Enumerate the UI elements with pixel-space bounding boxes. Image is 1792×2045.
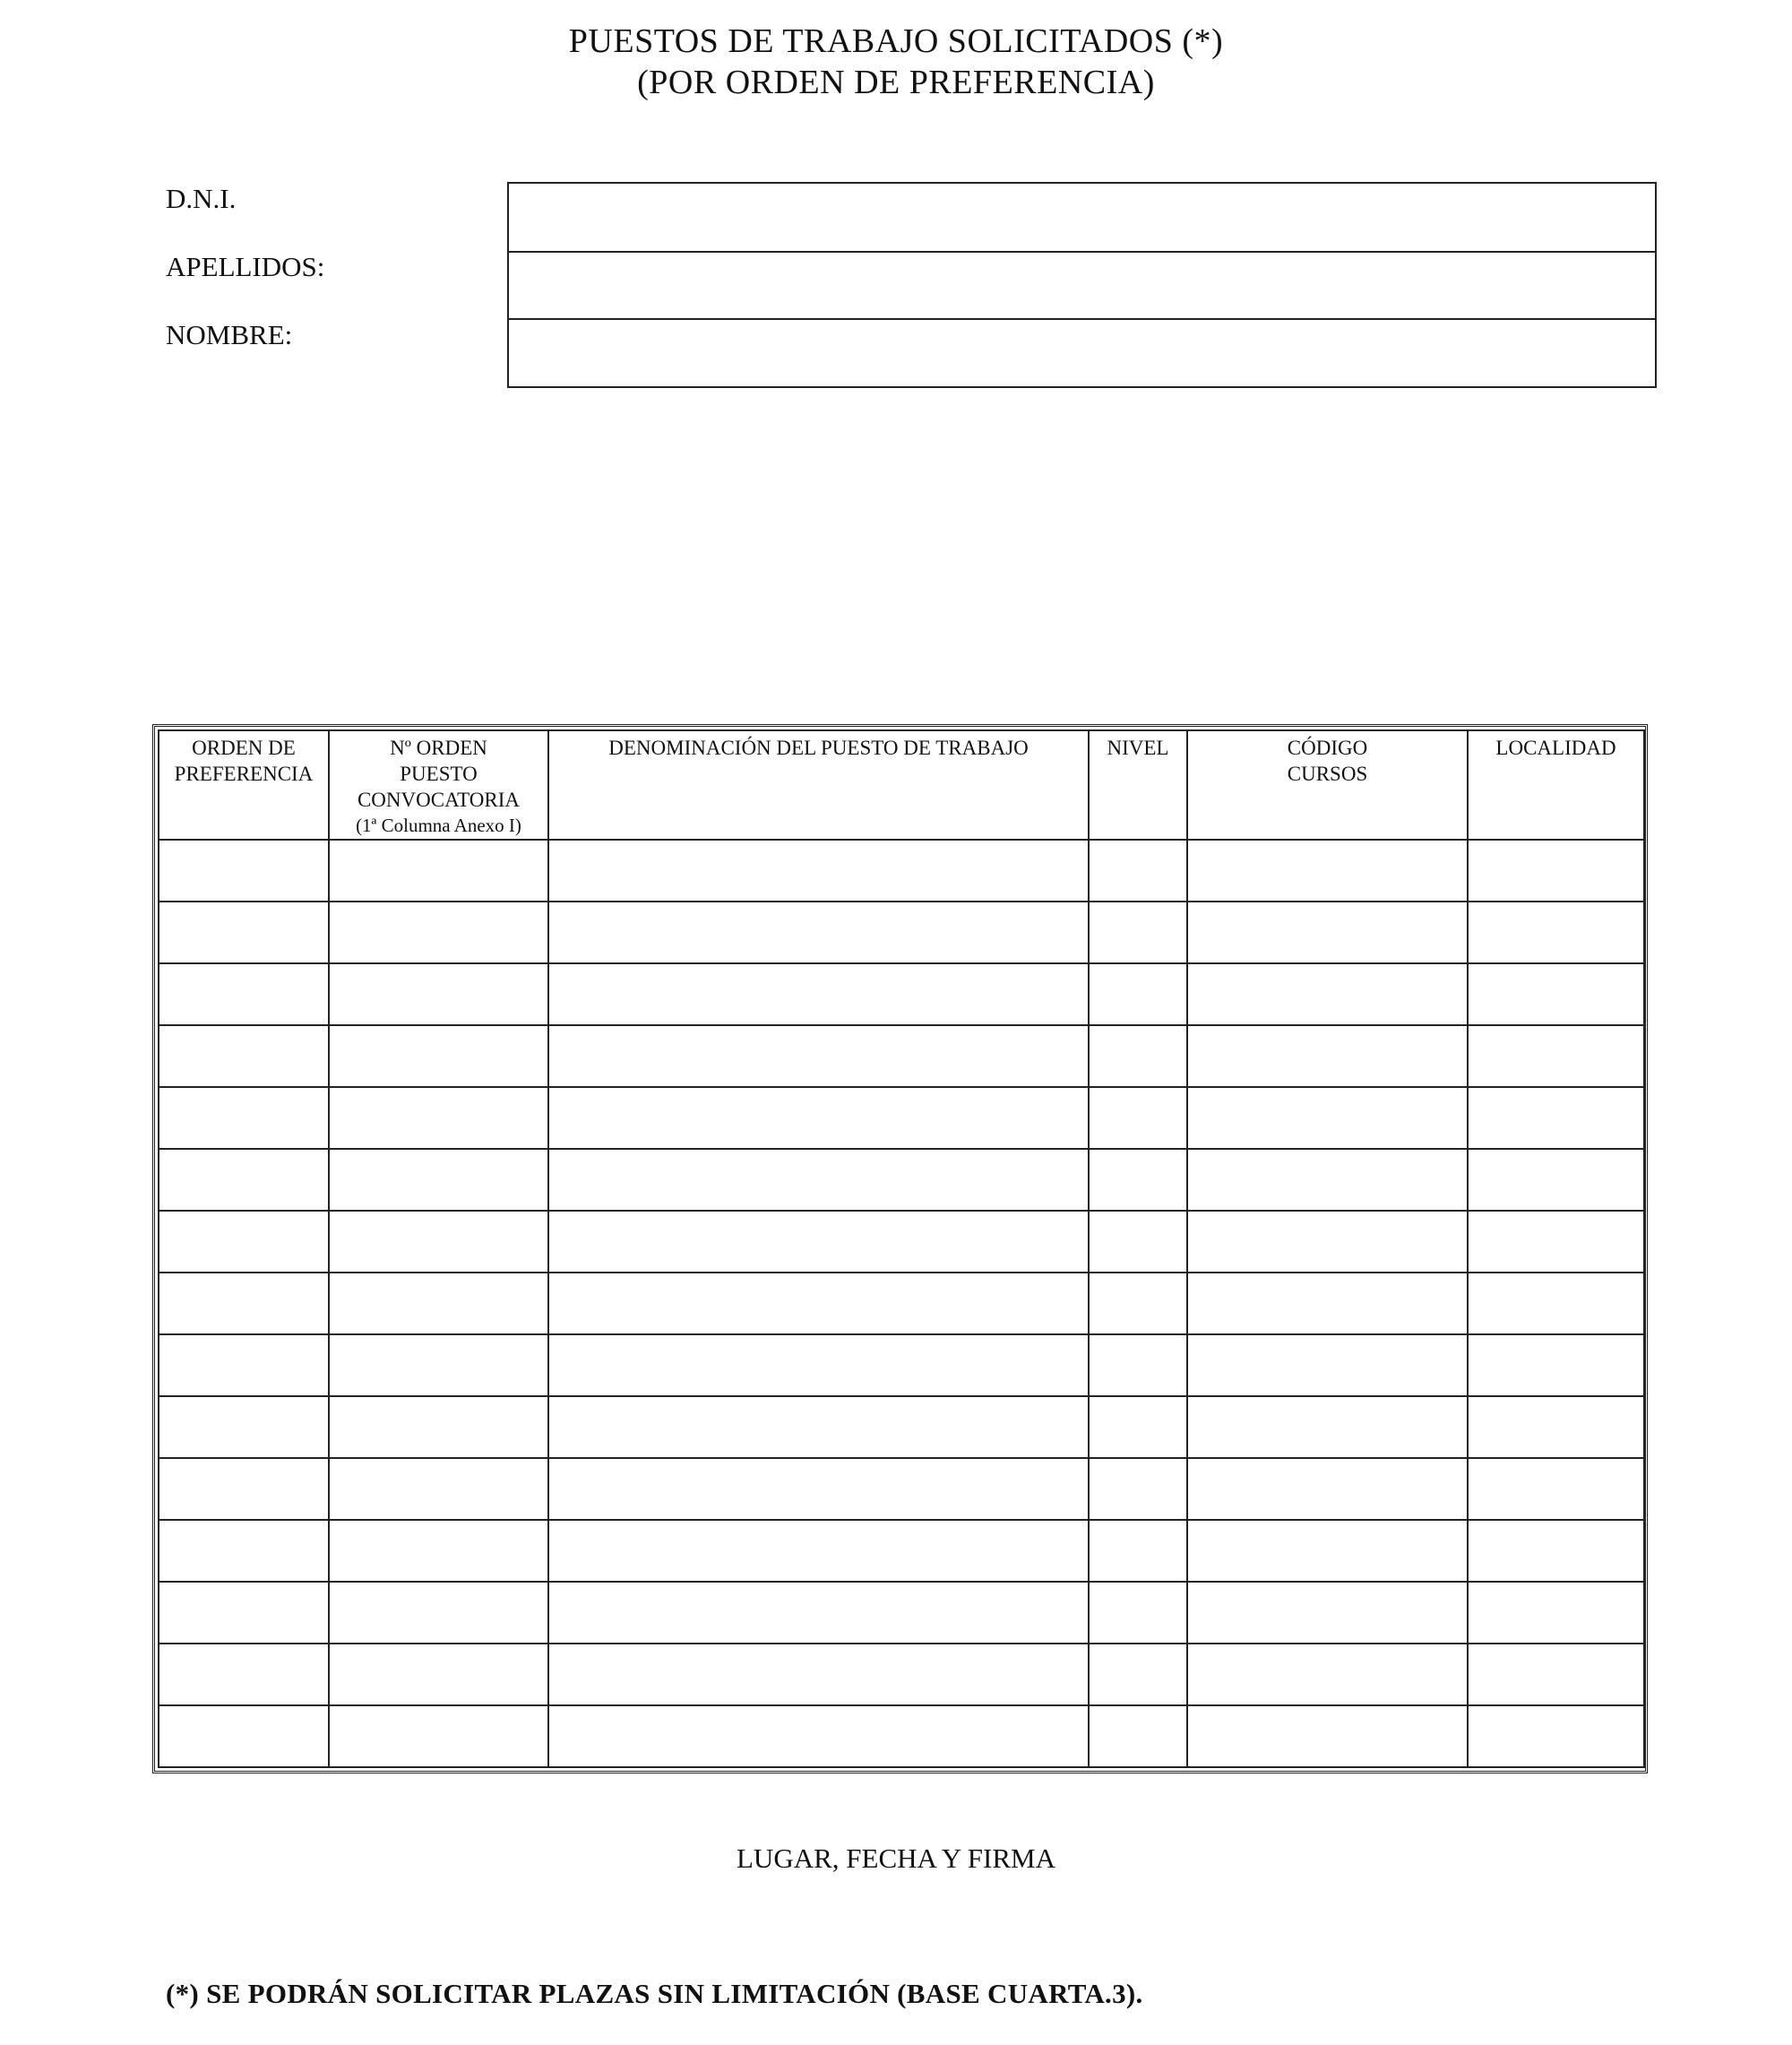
cell-denominacion[interactable]: [548, 1211, 1089, 1273]
table-row: [159, 1520, 1644, 1582]
cell-codigo-cursos[interactable]: [1187, 1025, 1468, 1087]
cell-orden-preferencia[interactable]: [159, 1087, 329, 1149]
dni-field[interactable]: [509, 184, 1655, 251]
cell-numero-orden[interactable]: [329, 1334, 548, 1396]
cell-localidad[interactable]: [1468, 840, 1644, 902]
cell-numero-orden[interactable]: [329, 840, 548, 902]
cell-orden-preferencia[interactable]: [159, 1396, 329, 1458]
cell-nivel[interactable]: [1089, 1644, 1187, 1705]
cell-orden-preferencia[interactable]: [159, 1705, 329, 1767]
cell-orden-preferencia[interactable]: [159, 1149, 329, 1211]
cell-nivel[interactable]: [1089, 840, 1187, 902]
cell-denominacion[interactable]: [548, 840, 1089, 902]
cell-localidad[interactable]: [1468, 1025, 1644, 1087]
header-denominacion: DENOMINACIÓN DEL PUESTO DE TRABAJO: [548, 730, 1089, 840]
cell-codigo-cursos[interactable]: [1187, 1582, 1468, 1644]
table-row: [159, 1149, 1644, 1211]
cell-numero-orden[interactable]: [329, 1582, 548, 1644]
cell-denominacion[interactable]: [548, 1087, 1089, 1149]
table-row: [159, 963, 1644, 1025]
table-header-row: [159, 730, 1644, 840]
cell-localidad[interactable]: [1468, 902, 1644, 963]
cell-denominacion[interactable]: [548, 1705, 1089, 1767]
cell-denominacion[interactable]: [548, 1644, 1089, 1705]
cell-nivel[interactable]: [1089, 1211, 1187, 1273]
table-body: [159, 840, 1644, 1767]
cell-orden-preferencia[interactable]: [159, 1025, 329, 1087]
cell-nivel[interactable]: [1089, 1149, 1187, 1211]
cell-localidad[interactable]: [1468, 1520, 1644, 1582]
table-row: [159, 1644, 1644, 1705]
table-row: [159, 1705, 1644, 1767]
cell-denominacion[interactable]: [548, 1520, 1089, 1582]
cell-localidad[interactable]: [1468, 1582, 1644, 1644]
cell-orden-preferencia[interactable]: [159, 1334, 329, 1396]
cell-numero-orden[interactable]: [329, 902, 548, 963]
cell-nivel[interactable]: [1089, 1087, 1187, 1149]
cell-localidad[interactable]: [1468, 1211, 1644, 1273]
cell-codigo-cursos[interactable]: [1187, 1087, 1468, 1149]
dni-label: D.N.I.: [166, 183, 237, 214]
cell-codigo-cursos[interactable]: [1187, 1705, 1468, 1767]
table-row: [159, 1273, 1644, 1334]
cell-nivel[interactable]: [1089, 1334, 1187, 1396]
cell-denominacion[interactable]: [548, 902, 1089, 963]
cell-numero-orden[interactable]: [329, 1149, 548, 1211]
cell-localidad[interactable]: [1468, 1087, 1644, 1149]
cell-denominacion[interactable]: [548, 1273, 1089, 1334]
cell-codigo-cursos[interactable]: [1187, 963, 1468, 1025]
cell-codigo-cursos[interactable]: [1187, 1396, 1468, 1458]
cell-orden-preferencia[interactable]: [159, 1458, 329, 1520]
cell-localidad[interactable]: [1468, 1396, 1644, 1458]
header-codigo-cursos: CÓDIGO CURSOS: [1187, 730, 1468, 840]
cell-nivel[interactable]: [1089, 1025, 1187, 1087]
signature-label: LUGAR, FECHA Y FIRMA: [737, 1842, 1055, 1874]
cell-denominacion[interactable]: [548, 1458, 1089, 1520]
cell-numero-orden[interactable]: [329, 1273, 548, 1334]
cell-codigo-cursos[interactable]: [1187, 1211, 1468, 1273]
cell-numero-orden[interactable]: [329, 1211, 548, 1273]
header-orden-preferencia: ORDEN DE PREFERENCIA: [159, 730, 329, 840]
cell-localidad[interactable]: [1468, 1458, 1644, 1520]
cell-orden-preferencia[interactable]: [159, 840, 329, 902]
cell-localidad[interactable]: [1468, 1334, 1644, 1396]
cell-denominacion[interactable]: [548, 1149, 1089, 1211]
cell-codigo-cursos[interactable]: [1187, 1334, 1468, 1396]
cell-numero-orden[interactable]: [329, 1644, 548, 1705]
cell-orden-preferencia[interactable]: [159, 1520, 329, 1582]
positions-table: [158, 729, 1645, 1768]
cell-numero-orden[interactable]: [329, 963, 548, 1025]
cell-orden-preferencia[interactable]: [159, 902, 329, 963]
form-subtitle: (POR ORDEN DE PREFERENCIA): [637, 64, 1155, 101]
name-field[interactable]: [509, 320, 1655, 386]
cell-codigo-cursos[interactable]: [1187, 1149, 1468, 1211]
table-row: [159, 1396, 1644, 1458]
cell-codigo-cursos[interactable]: [1187, 902, 1468, 963]
cell-denominacion[interactable]: [548, 963, 1089, 1025]
cell-nivel[interactable]: [1089, 1705, 1187, 1767]
cell-denominacion[interactable]: [548, 1396, 1089, 1458]
cell-localidad[interactable]: [1468, 1149, 1644, 1211]
cell-denominacion[interactable]: [548, 1334, 1089, 1396]
footnote: (*) SE PODRÁN SOLICITAR PLAZAS SIN LIMITACIÓN (BASE CUARTA.3).: [166, 1978, 1143, 2009]
table-row: [159, 1334, 1644, 1396]
cell-denominacion[interactable]: [548, 1025, 1089, 1087]
cell-codigo-cursos[interactable]: [1187, 840, 1468, 902]
cell-orden-preferencia[interactable]: [159, 1211, 329, 1273]
cell-orden-preferencia[interactable]: [159, 963, 329, 1025]
table-row: [159, 902, 1644, 963]
cell-codigo-cursos[interactable]: [1187, 1458, 1468, 1520]
cell-numero-orden[interactable]: [329, 1087, 548, 1149]
header-nivel: NIVEL: [1089, 730, 1187, 840]
cell-codigo-cursos[interactable]: [1187, 1273, 1468, 1334]
surname-label: APELLIDOS:: [166, 251, 325, 282]
surname-field[interactable]: [509, 253, 1655, 318]
cell-numero-orden[interactable]: [329, 1520, 548, 1582]
table-row: [159, 1458, 1644, 1520]
cell-denominacion[interactable]: [548, 1582, 1089, 1644]
cell-numero-orden[interactable]: [329, 1705, 548, 1767]
cell-nivel[interactable]: [1089, 902, 1187, 963]
cell-nivel[interactable]: [1089, 1458, 1187, 1520]
header-localidad: LOCALIDAD: [1468, 730, 1644, 840]
cell-numero-orden[interactable]: [329, 1396, 548, 1458]
cell-orden-preferencia[interactable]: [159, 1273, 329, 1334]
cell-orden-preferencia[interactable]: [159, 1644, 329, 1705]
cell-localidad[interactable]: [1468, 1705, 1644, 1767]
header-numero-orden: Nº ORDEN PUESTO CONVOCATORIA (1ª Columna Anexo I): [329, 730, 548, 840]
form-title: PUESTOS DE TRABAJO SOLICITADOS (*): [568, 22, 1224, 60]
cell-localidad[interactable]: [1468, 963, 1644, 1025]
table-row: [159, 1582, 1644, 1644]
table-row: [159, 1087, 1644, 1149]
identification-box: [507, 182, 1657, 388]
cell-nivel[interactable]: [1089, 1396, 1187, 1458]
cell-codigo-cursos[interactable]: [1187, 1520, 1468, 1582]
cell-nivel[interactable]: [1089, 1520, 1187, 1582]
name-label: NOMBRE:: [166, 319, 293, 350]
cell-localidad[interactable]: [1468, 1644, 1644, 1705]
cell-codigo-cursos[interactable]: [1187, 1644, 1468, 1705]
cell-nivel[interactable]: [1089, 963, 1187, 1025]
positions-table-frame: [152, 724, 1648, 1773]
table-row: [159, 1211, 1644, 1273]
cell-numero-orden[interactable]: [329, 1458, 548, 1520]
cell-numero-orden[interactable]: [329, 1025, 548, 1087]
cell-orden-preferencia[interactable]: [159, 1582, 329, 1644]
table-row: [159, 1025, 1644, 1087]
cell-localidad[interactable]: [1468, 1273, 1644, 1334]
table-row: [159, 840, 1644, 902]
cell-nivel[interactable]: [1089, 1582, 1187, 1644]
cell-nivel[interactable]: [1089, 1273, 1187, 1334]
